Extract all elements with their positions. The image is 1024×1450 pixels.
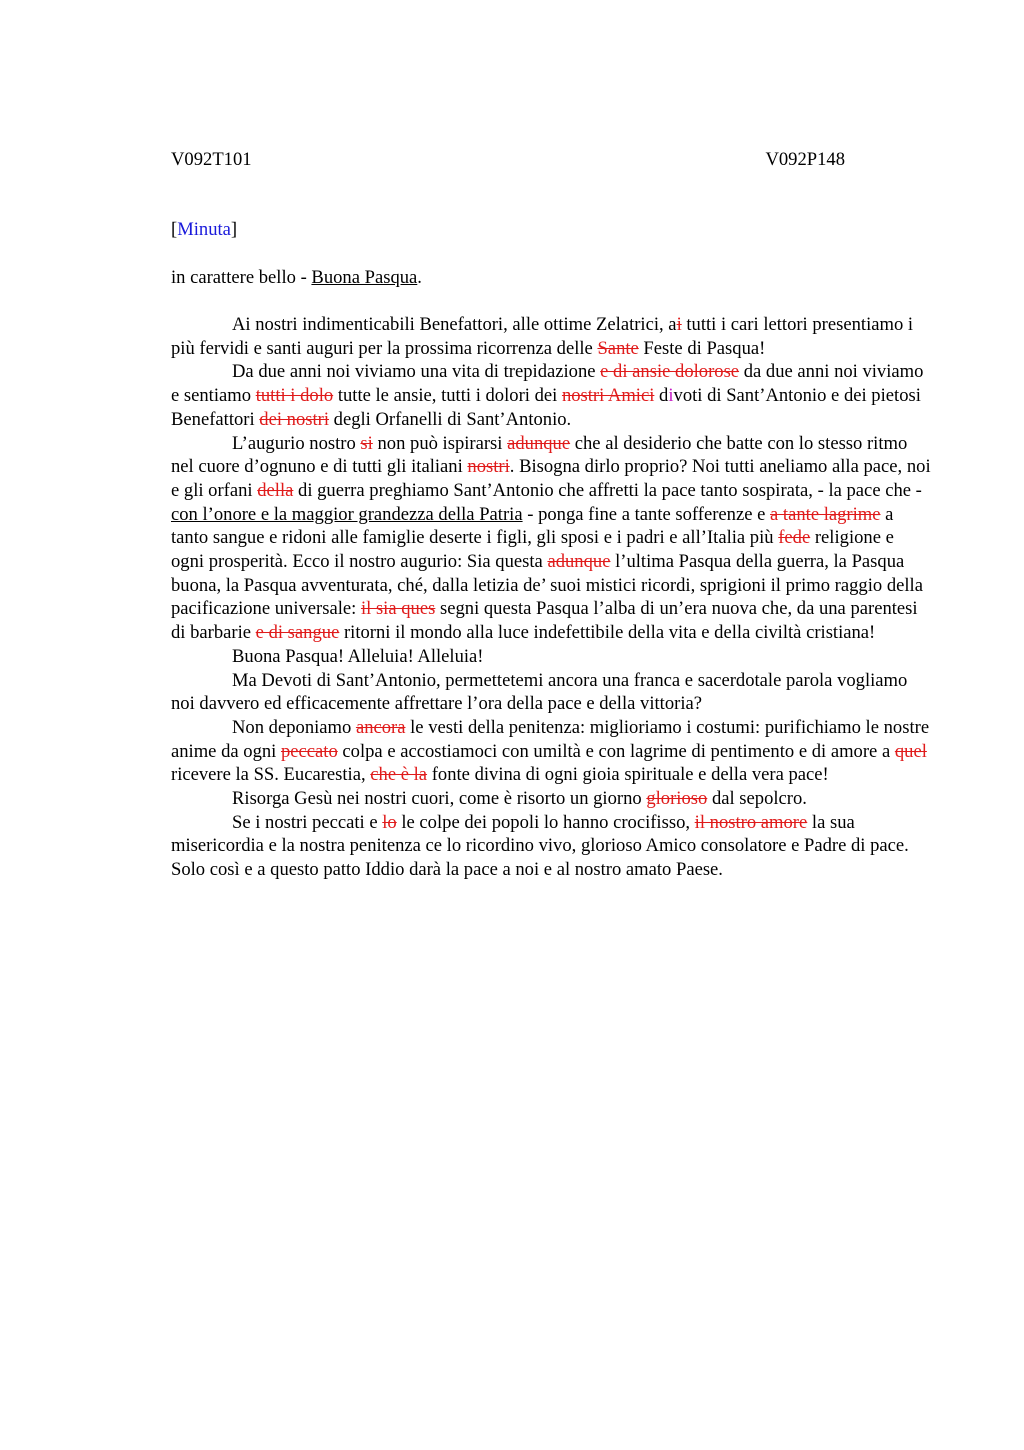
subtitle-line: [171, 266, 422, 290]
text: la sua misericordia e la nostra penitenza ce lo ricordino vivo, glorioso Amico consolatore e Padre di pace. Solo così e a questo patto Iddio darà la pace a noi e al nostro amato Paese.: [171, 811, 909, 881]
deleted-text: nostri Amici: [561, 385, 655, 407]
text: tutti i cari lettori presentiamo i più fervidi e santi auguri per la prossima ricorrenza delle: [171, 314, 914, 359]
minuta-word: Minuta: [177, 219, 231, 240]
text: ricevere la SS. Eucarestia,: [171, 764, 371, 786]
paragraph-1: [171, 313, 931, 360]
text: Feste di Pasqua!: [638, 337, 766, 359]
minuta-label: [171, 218, 237, 242]
text: che al desiderio che batte con lo stesso ritmo nel cuore d’ognuno e di tutti gli italiani: [171, 432, 908, 478]
deleted-text: che è la: [370, 764, 428, 786]
text: degli Orfanelli di Sant’Antonio.: [329, 408, 572, 430]
paragraph-5: [171, 669, 931, 716]
text: Ai nostri indimenticabili Benefattori, alle ottime Zelatrici, a: [232, 314, 677, 335]
paragraph-8: [171, 811, 931, 882]
text: fonte divina di ogni gioia spirituale e della vera pace!: [427, 764, 829, 786]
underlined-text: con l’onore e la maggior grandezza della Patria: [171, 503, 523, 525]
deleted-text: dei nostri: [259, 408, 330, 430]
paragraph-4: [171, 645, 931, 669]
text: ritorni il mondo alla luce indefettibile della vita e della civiltà cristiana!: [339, 622, 876, 644]
deleted-text: lo: [382, 811, 397, 833]
bracket-open: [: [171, 219, 178, 240]
text: religione e ogni prosperità. Ecco il nostro augurio: Sia questa: [171, 527, 894, 573]
paragraph-7: [171, 787, 931, 811]
text: di guerra preghiamo Sant’Antonio che affretti la pace tanto sospirata, - la pace che -: [293, 479, 922, 501]
deleted-text: della: [257, 479, 294, 501]
deleted-text: nostri: [467, 456, 510, 478]
paragraph-6: [171, 716, 931, 787]
text: Se i nostri peccati e: [232, 811, 383, 833]
bracket-close: ]: [230, 219, 238, 240]
paragraph-3: [171, 432, 931, 645]
deleted-text: glorioso: [646, 788, 708, 810]
deleted-text: adunque: [507, 432, 571, 454]
text: a tanto sangue e ridoni alle famiglie deserte i figli, gli sposi e i padri e all’Italia più: [171, 503, 894, 549]
deleted-text: adunque: [547, 551, 611, 573]
text: d: [654, 385, 669, 407]
subtitle-suffix: .: [417, 267, 422, 288]
text: voti di Sant’Antonio e dei pietosi Benefattori: [171, 385, 921, 430]
header-row: [171, 148, 845, 172]
text: Non deponiamo: [232, 716, 356, 738]
text: segni questa Pasqua l’alba di un’era nuova che, da una parentesi di barbarie: [171, 598, 918, 644]
text: tutte le ansie, tutti i dolori dei: [333, 385, 562, 407]
deleted-text: quel: [894, 740, 927, 762]
deleted-text: a tante lagrime: [770, 503, 881, 525]
text: dal sepolcro.: [707, 788, 807, 810]
text: Da due anni noi viviamo una vita di trepidazione: [232, 361, 601, 383]
deleted-text: e di sangue: [255, 622, 340, 644]
deleted-text: Sante: [597, 337, 639, 359]
text: . Bisogna dirlo proprio? Noi tutti aneliamo alla pace, noi e gli orfani: [171, 456, 931, 501]
deleted-text: si: [360, 432, 373, 454]
deleted-text: peccato: [280, 740, 338, 762]
deleted-text: e di ansie dolorose: [600, 361, 740, 383]
text: L’augurio nostro: [232, 432, 361, 454]
document-code-right: V092P148: [765, 149, 845, 170]
deleted-text: tutti i dolo: [255, 385, 334, 407]
text: - ponga fine a tante sofferenze e: [522, 503, 771, 525]
text: non può ispirarsi: [372, 432, 508, 454]
deleted-text: il sia ques: [360, 598, 436, 620]
deleted-text: ancora: [355, 716, 406, 738]
inserted-text: i: [668, 385, 674, 407]
subtitle-prefix: in carattere bello -: [171, 267, 312, 288]
letter-body: [171, 313, 931, 882]
document-code-left: V092T101: [171, 149, 252, 170]
text: da due anni noi viviamo e sentiamo: [171, 361, 924, 407]
deleted-text: il nostro amore: [694, 811, 808, 833]
text: Ma Devoti di Sant’Antonio, permettetemi ancora una franca e sacerdotale parola vogliamo noi davvero ed efficacemente affrettare l’ora della pace e della vittoria?: [171, 669, 908, 715]
text: le colpe dei popoli lo hanno crocifisso,: [396, 811, 695, 833]
subtitle-title: Buona Pasqua: [311, 267, 418, 288]
text: Buona Pasqua! Alleluia! Alleluia!: [232, 645, 484, 667]
text: le vesti della penitenza: miglioriamo i costumi: purifichiamo le nostre anime da ogni: [171, 716, 930, 762]
text: l’ultima Pasqua della guerra, la Pasqua buona, la Pasqua avventurata, ché, dalla letizia de’ suoi mistici ricordi, sprigioni il primo raggio della pacificazione universale:: [171, 551, 923, 620]
paragraph-2: [171, 360, 931, 431]
text: Risorga Gesù nei nostri cuori, come è risorto un giorno: [232, 788, 647, 810]
deleted-text: fede: [778, 527, 811, 549]
text: colpa e accostiamoci con umiltà e con lagrime di pentimento e di amore a: [337, 740, 895, 762]
deleted-text: i: [676, 314, 682, 335]
